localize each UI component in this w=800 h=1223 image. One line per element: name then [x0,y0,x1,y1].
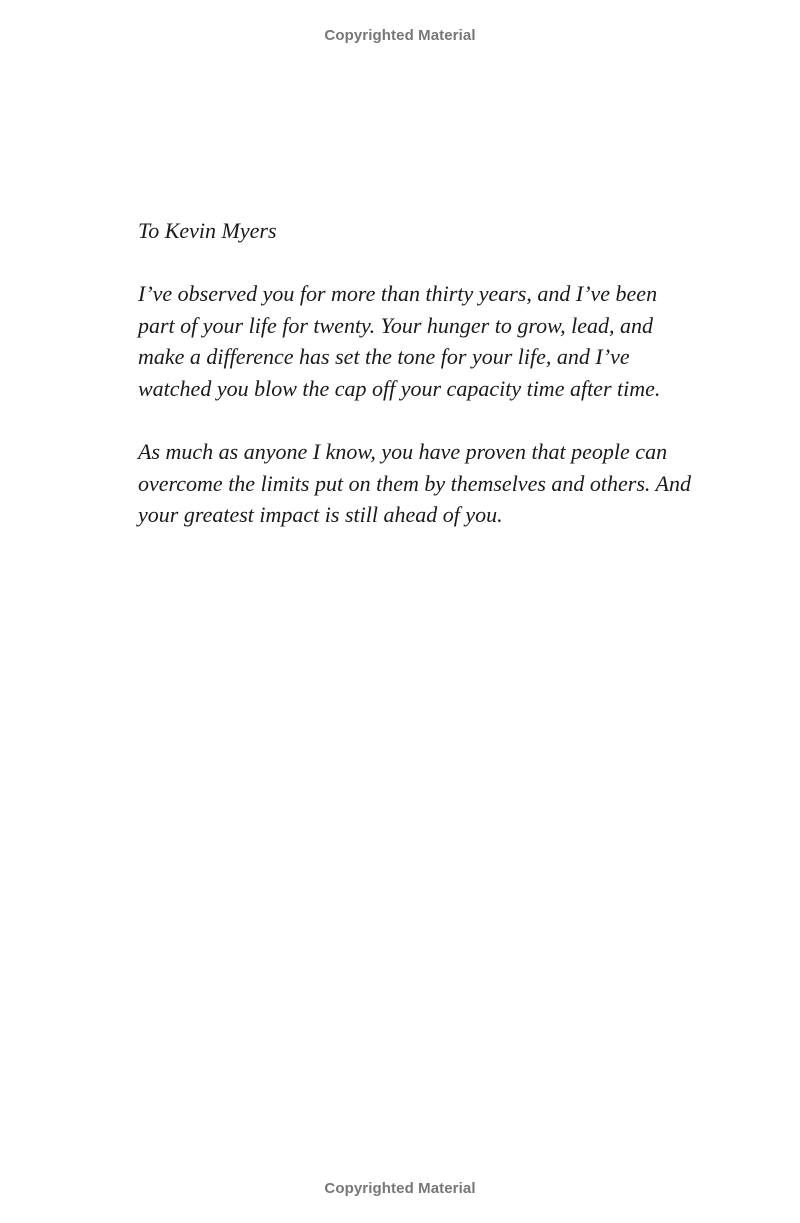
dedication-paragraph-2 [138,436,758,531]
dedication-line: part of your life for twenty. Your hunger to grow, lead, and [138,312,653,338]
copyright-watermark-bottom: Copyrighted Material [324,1180,476,1197]
dedication-block [138,215,758,563]
dedication-recipient: To Kevin Myers [138,218,277,243]
dedication-line: I’ve observed you for more than thirty years, and I’ve been [138,281,658,307]
dedication-line: your greatest impact is still ahead of you. [138,502,503,528]
dedication-line: make a difference has set the tone for your life, and I’ve [138,344,630,370]
dedication-line: watched you blow the cap off your capacity time after time. [138,375,661,401]
dedication-paragraph-1 [138,278,758,404]
dedication-line: overcome the limits put on them by themselves and others. And [138,470,691,496]
dedication-line: As much as anyone I know, you have proven that people can [138,439,668,465]
copyright-watermark-top: Copyrighted Material [324,27,476,44]
